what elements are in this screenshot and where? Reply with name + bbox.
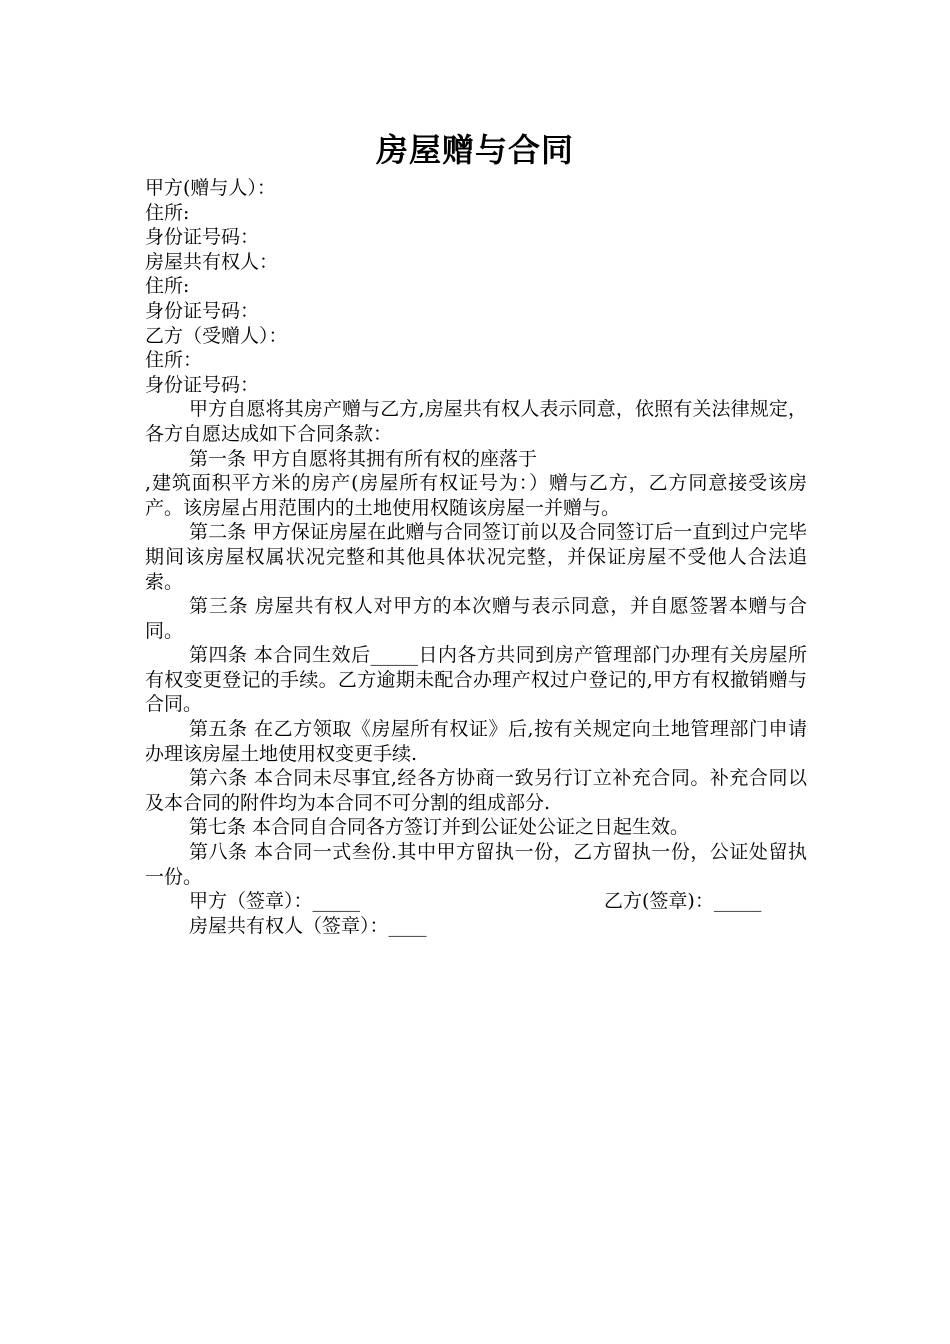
signature-row <box>145 889 807 914</box>
article-7: 第七条 本合同自合同各方签订并到公证处公证之日起生效。 <box>189 816 690 839</box>
party-b-address-label: 住所： <box>145 349 203 372</box>
party-a-signature-field[interactable]: 甲方（签章）：_____ <box>189 890 361 913</box>
co-owner-signature-field[interactable]: 房屋共有权人（签章）：____ <box>189 914 427 937</box>
co-owner-address-label: 住所: <box>145 275 190 298</box>
party-a-address-label: 住所: <box>145 201 190 224</box>
article-1-heading: 第一条 甲方自愿将其拥有所有权的座落于 <box>189 447 538 470</box>
co-owner-id-label: 身份证号码： <box>145 299 260 322</box>
article-8: 第八条 本合同一式叁份.其中甲方留执一份，乙方留执一份，公证处留执一份。 <box>145 841 807 888</box>
article-6: 第六条 本合同未尽事宜,经各方协商一致另行订立补充合同。补充合同以及本合同的附件均为本合同不可分割的组成部分. <box>145 767 807 814</box>
article-5: 第五条 在乙方领取《房屋所有权证》后,按有关规定向土地管理部门申请办理该房屋土地使用权变更手续. <box>145 718 807 765</box>
party-b-id-label: 身份证号码： <box>145 373 260 396</box>
document-body <box>145 176 807 938</box>
co-owner-label: 房屋共有权人： <box>145 250 279 273</box>
intro-paragraph: 甲方自愿将其房产赠与乙方,房屋共有权人表示同意，依照有关法律规定，各方自愿达成如下合同条款： <box>145 398 807 445</box>
party-b-signature-field[interactable]: 乙方(签章)：_____ <box>604 890 762 913</box>
article-2: 第二条 甲方保证房屋在此赠与合同签订前以及合同签订后一直到过户完毕期间该房屋权属状况完整和其他具体状况完整，并保证房屋不受他人合法追索。 <box>145 521 807 593</box>
party-a-id-label: 身份证号码： <box>145 226 260 249</box>
document-title: 房屋赠与合同 <box>375 131 574 169</box>
party-a-label: 甲方(赠与人）： <box>145 177 276 199</box>
party-b-label: 乙方（受赠人）： <box>145 324 288 347</box>
co-owner-signature-row <box>145 914 807 939</box>
article-4: 第四条 本合同生效后_____日内各方共同到房产管理部门办理有关房屋所有权变更登记的手续。乙方逾期未配合办理产权过户登记的,甲方有权撤销赠与合同。 <box>145 644 807 716</box>
article-3: 第三条 房屋共有权人对甲方的本次赠与表示同意，并自愿签署本赠与合同。 <box>145 595 807 642</box>
article-1-body: ,建筑面积平方米的房产(房屋所有权证号为：）赠与乙方，乙方同意接受该房产。该房屋占用范围内的土地使用权随该房屋一并赠与。 <box>145 472 807 519</box>
